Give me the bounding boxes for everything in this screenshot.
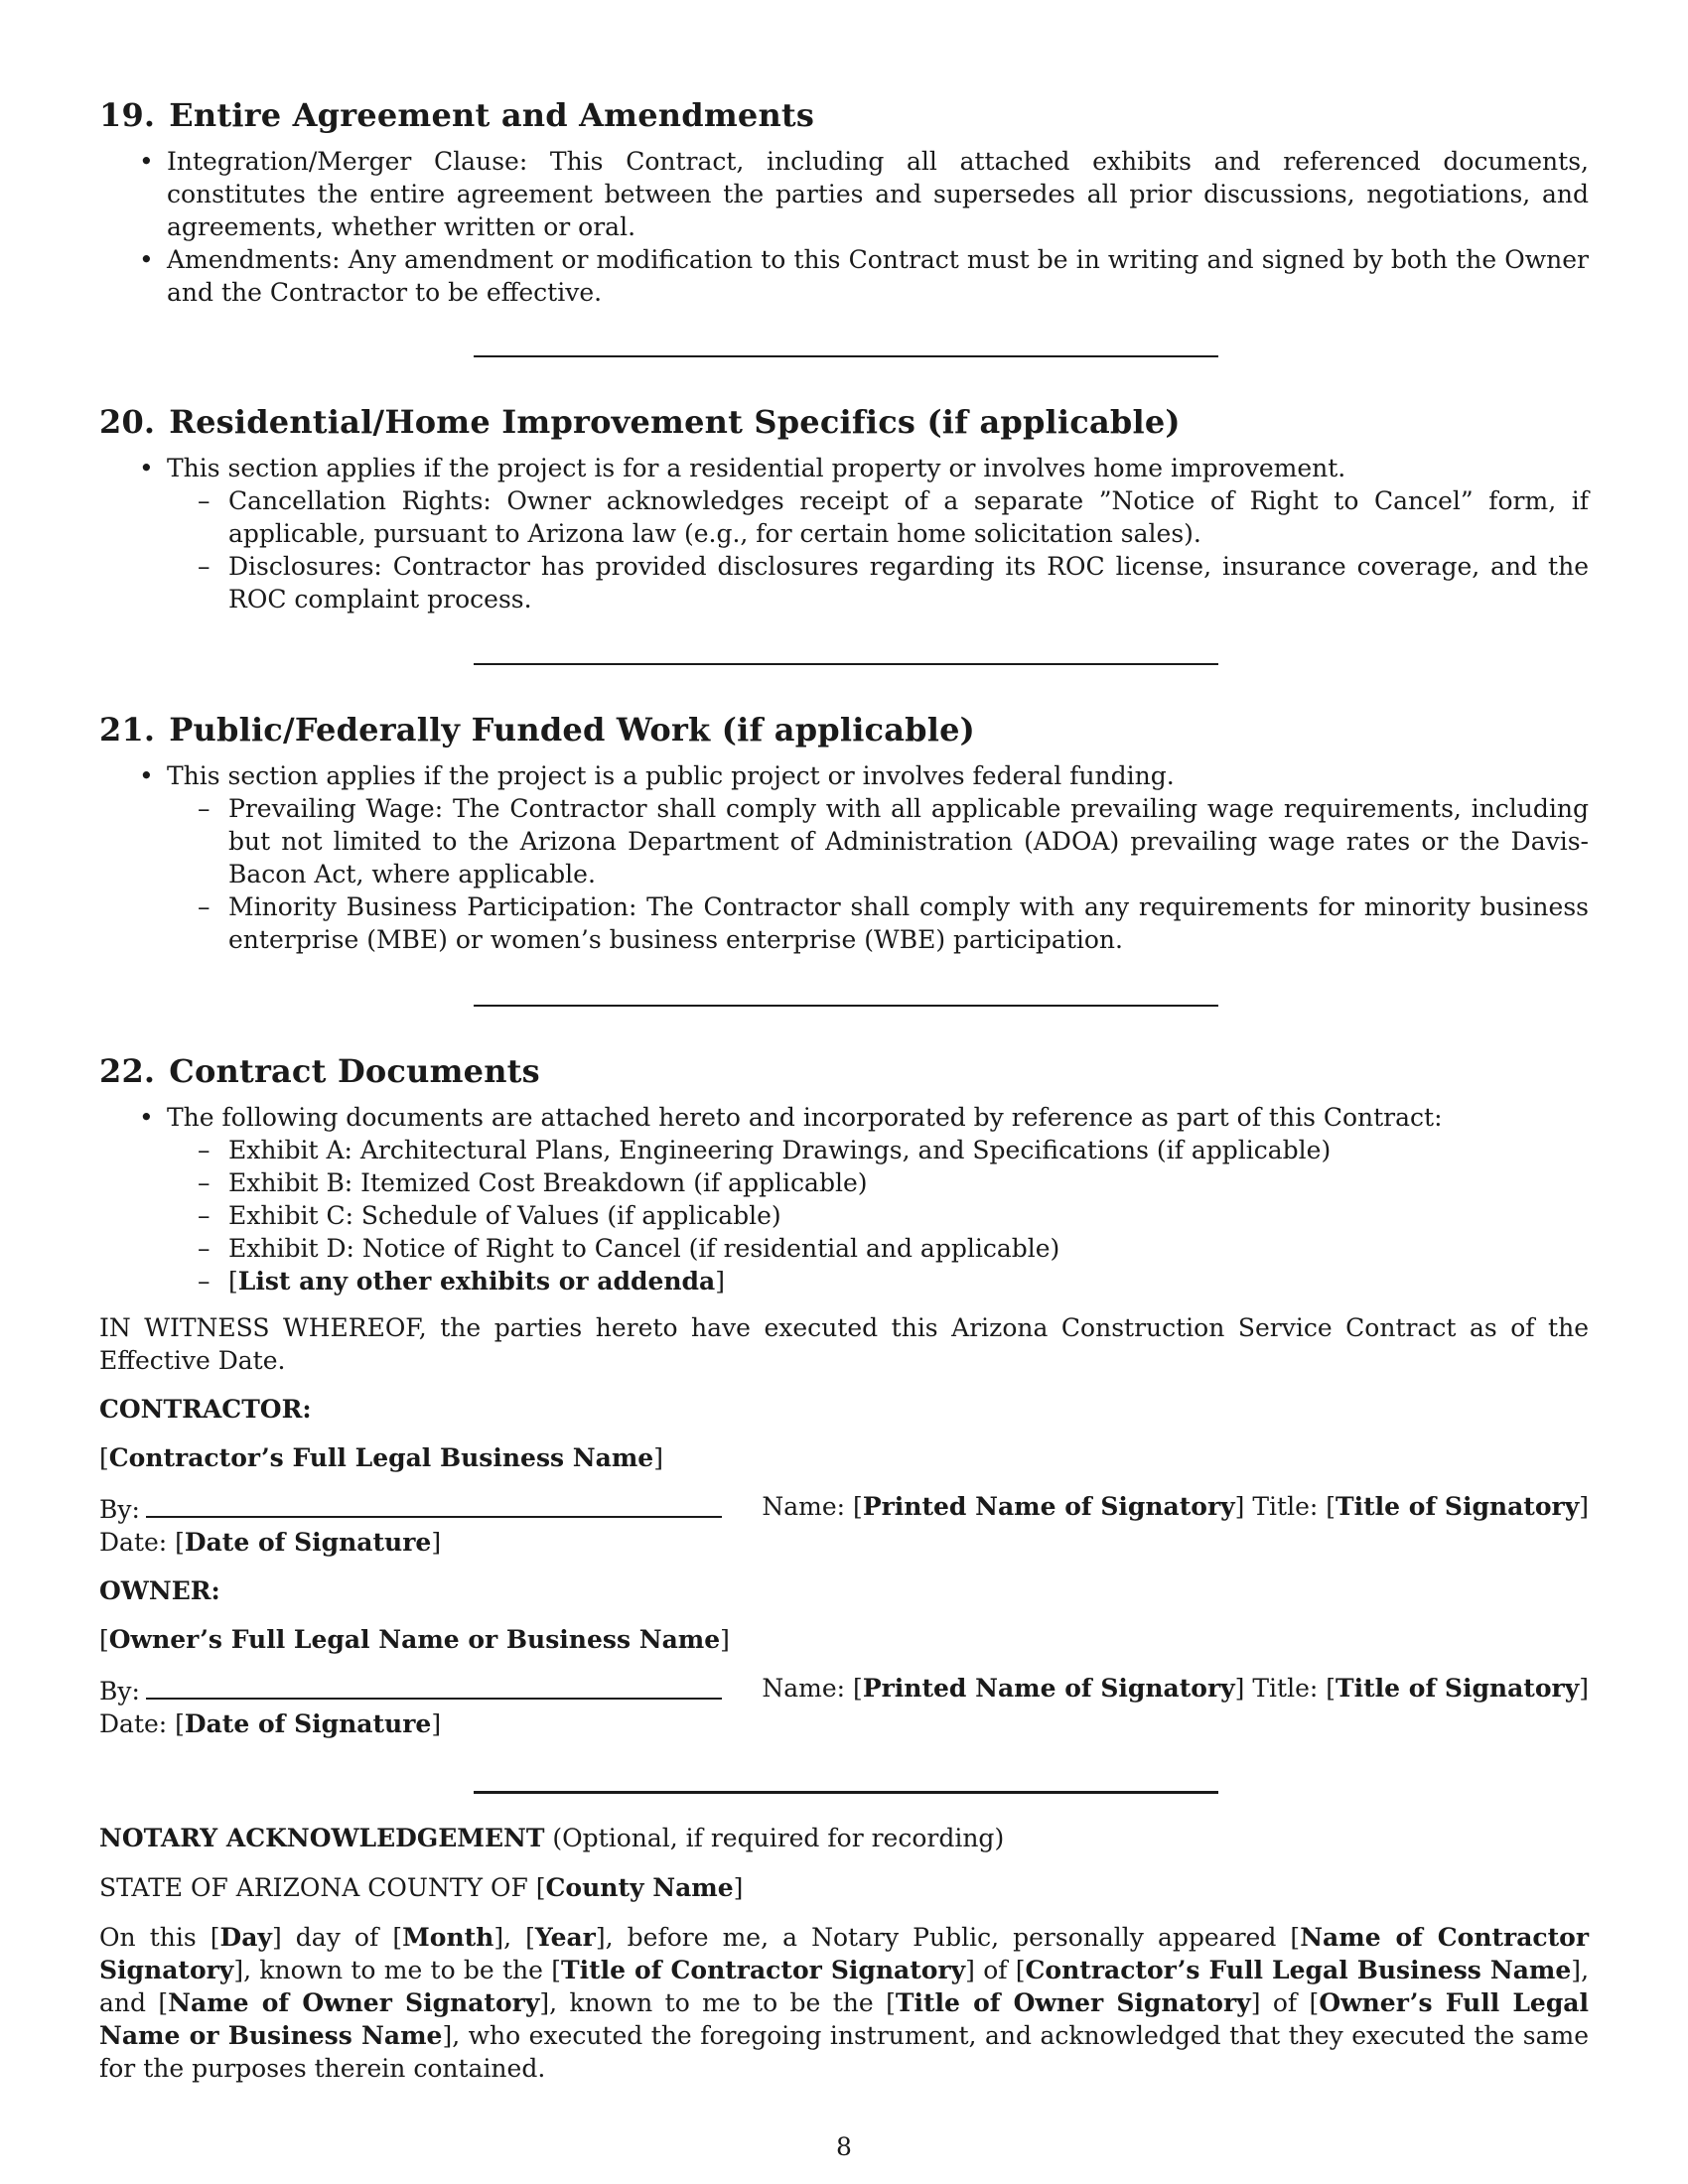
owner-signature-line: By: Name: [Printed Name of Signatory] Title: [Title of Signatory] [99, 1674, 1589, 1706]
owner-heading: OWNER: [99, 1576, 220, 1605]
notary-state-line: STATE OF ARIZONA COUNTY OF [County Name] [99, 1873, 744, 1902]
exhibit-item: – Exhibit B: Itemized Cost Breakdown (if applicable) [198, 1168, 868, 1197]
owner-signature-block [99, 1574, 1589, 1740]
section-heading: 19. Entire Agreement and Amendments [99, 96, 815, 134]
exhibit-item: – [List any other exhibits or addenda] [198, 1267, 725, 1296]
section-heading: 20. Residential/Home Improvement Specifics (if applicable) [99, 403, 1181, 441]
section-divider [474, 1791, 1218, 1794]
sub-list-item: – Disclosures: Contractor has provided disclosures regarding its ROC license, insurance coverage, and the ROC complaint process. [198, 552, 1589, 614]
section-heading: 22. Contract Documents [99, 1052, 540, 1090]
contractor-heading: CONTRACTOR: [99, 1395, 312, 1424]
contractor-name-placeholder: [Contractor’s Full Legal Business Name] [99, 1443, 663, 1472]
sub-list-item: – Prevailing Wage: The Contractor shall comply with all applicable prevailing wage requirements, including but not limited to the Arizona Department of Administration (ADOA) prevailing wage rates or the Davis-Bacon Act, where applicable. [198, 794, 1589, 888]
list-item: • Amendments: Any amendment or modification to this Contract must be in writing and signed by both the Owner and the Contractor to be effective. [139, 245, 1589, 307]
owner-date: Date: [Date of Signature] [99, 1709, 442, 1738]
list-item: • Integration/Merger Clause: This Contract, including all attached exhibits and referenced documents, constitutes the entire agreement between the parties and supersedes all prior discussions, negotiations, and agreements, whether written or oral. [139, 147, 1589, 241]
notary-section [99, 1822, 1589, 2085]
section-divider [474, 355, 1218, 357]
section-21 [99, 710, 1589, 956]
contractor-date: Date: [Date of Signature] [99, 1528, 442, 1557]
section-divider [474, 1005, 1218, 1007]
contractor-signature-field[interactable] [146, 1490, 722, 1518]
exhibit-item: – Exhibit C: Schedule of Values (if applicable) [198, 1201, 781, 1230]
section-19 [99, 95, 1589, 309]
owner-name-placeholder: [Owner’s Full Legal Name or Business Name] [99, 1625, 730, 1654]
section-divider [474, 663, 1218, 665]
sub-list-item: – Cancellation Rights: Owner acknowledges receipt of a separate ”Notice of Right to Cancel” form, if applicable, pursuant to Arizona law (e.g., for certain home solicitation sales). [198, 486, 1589, 548]
list-item: • This section applies if the project is a public project or involves federal funding. [139, 761, 1175, 790]
notary-heading: NOTARY ACKNOWLEDGEMENT (Optional, if required for recording) [99, 1824, 1005, 1852]
document-page [99, 0, 1589, 2184]
witness-paragraph: IN WITNESS WHEREOF, the parties hereto have executed this Arizona Construction Service Contract as of the Effective Date. [99, 1313, 1589, 1375]
contractor-signature-block [99, 1393, 1589, 1559]
section-22 [99, 1051, 1589, 1740]
section-heading: 21. Public/Federally Funded Work (if applicable) [99, 711, 976, 749]
owner-signature-field[interactable] [146, 1672, 722, 1700]
page-number: 8 [836, 2132, 852, 2161]
notary-paragraph: On this [Day] day of [Month], [Year], before me, a Notary Public, personally appeared [Name of Contractor Signatory], known to me to be the [Title of Contractor Signatory] of [Contractor’s Full Legal Business Name], and [Name of Owner Signatory], known to me to be the [Title of Owner Signatory] of [Owner’s Full Legal Name or Business Name], who executed the foregoing instrument, and acknowledged that they executed the same for the purposes therein contained. [99, 1923, 1590, 2083]
list-item: • The following documents are attached hereto and incorporated by reference as part of this Contract: [139, 1103, 1443, 1132]
contractor-signature-line: By: Name: [Printed Name of Signatory] Title: [Title of Signatory] [99, 1492, 1589, 1524]
list-item: • This section applies if the project is for a residential property or involves home improvement. [139, 454, 1346, 482]
exhibit-item: – Exhibit A: Architectural Plans, Engineering Drawings, and Specifications (if applicable) [198, 1136, 1332, 1164]
sub-list-item: – Minority Business Participation: The Contractor shall comply with any requirements for minority business enterprise (MBE) or women’s business enterprise (WBE) participation. [198, 892, 1589, 954]
exhibit-item: – Exhibit D: Notice of Right to Cancel (if residential and applicable) [198, 1234, 1060, 1263]
section-20 [99, 402, 1589, 615]
